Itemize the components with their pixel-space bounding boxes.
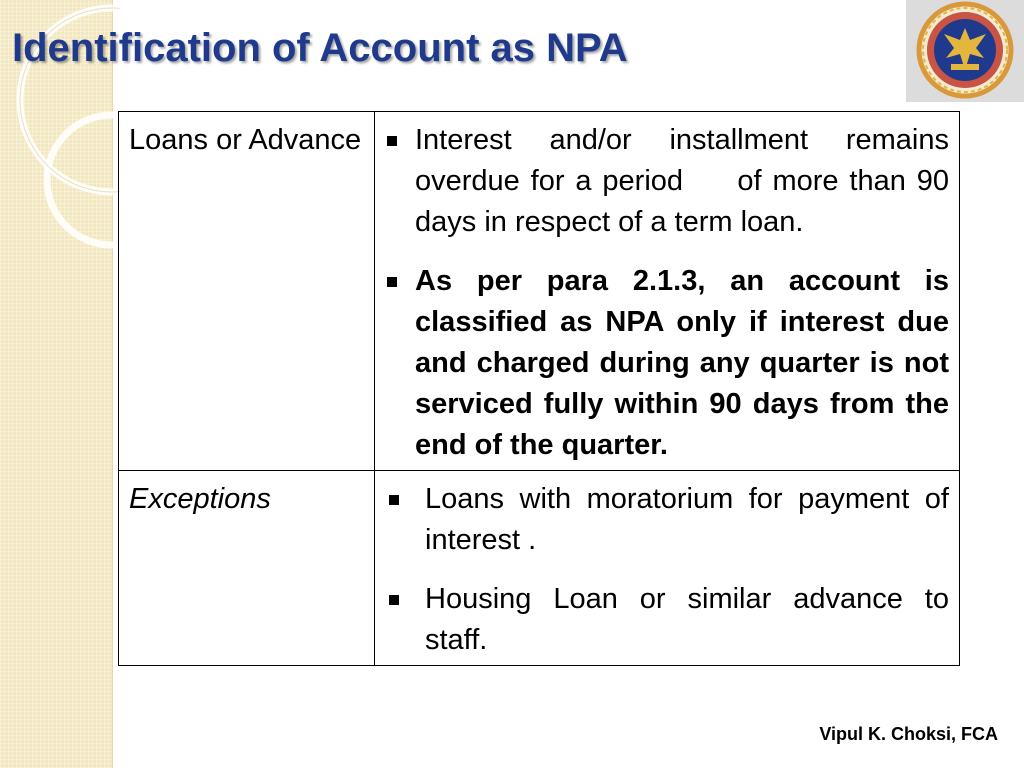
square-bullet-icon (387, 136, 397, 146)
list-item-text: Loans with moratorium for payment of interest . (425, 483, 949, 556)
row-details (375, 112, 960, 471)
square-bullet-icon (387, 277, 397, 287)
square-bullet-icon (389, 495, 399, 505)
square-bullet-icon (389, 595, 399, 605)
author-footer: Vipul K. Choksi, FCA (819, 724, 998, 744)
list-item-text: As per para 2.1.3, an account is classified as NPA only if interest due and charged during any quarter is not serviced fully within 90 days from the end of the quarter. (415, 265, 949, 461)
list-item-text: Interest and/or installment remains overdue for a period of more than 90 days in respect of a term loan. (415, 124, 949, 238)
list-item (385, 120, 949, 243)
exceptions-list (385, 479, 949, 661)
row-details (375, 471, 960, 666)
row-label-exceptions: Exceptions (119, 471, 375, 666)
table-row (119, 112, 960, 471)
row-label-loans-or-advance: Loans or Advance (119, 112, 375, 471)
list-item-text: Housing Loan or similar advance to staff. (425, 583, 949, 656)
logo-container (906, 0, 1024, 102)
content-table (118, 111, 960, 666)
list-item (385, 261, 949, 466)
criteria-list (385, 120, 949, 466)
list-item (385, 479, 949, 561)
icai-emblem-icon (906, 0, 1024, 102)
list-item (385, 579, 949, 661)
slide-title: Identification of Account as NPA (12, 26, 628, 70)
table-row (119, 471, 960, 666)
